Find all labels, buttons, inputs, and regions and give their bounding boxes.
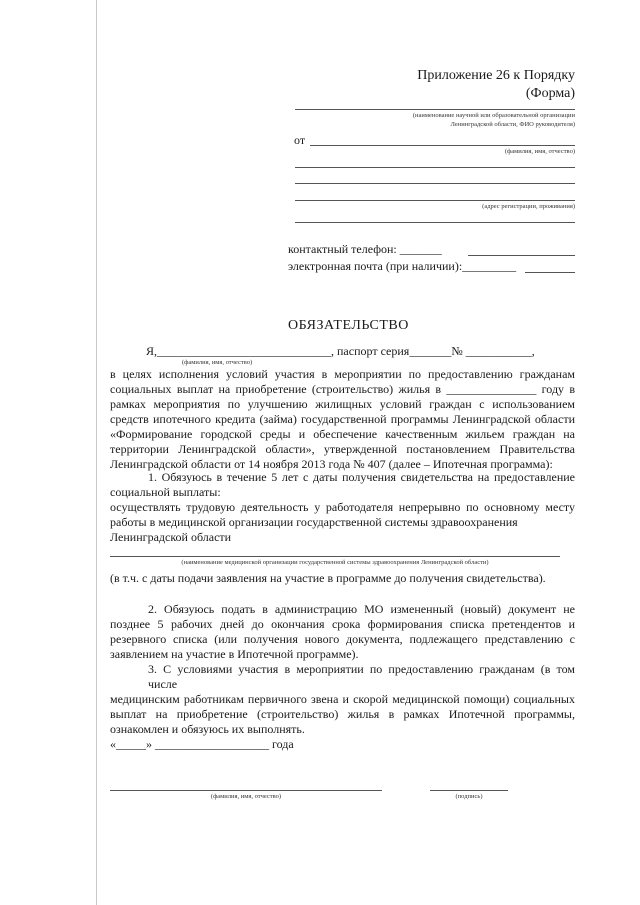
- fio-caption-header: (фамилия, имя, отчество): [504, 148, 575, 155]
- intro-line-1: в целях исполнения условий участия в мероприятии по предоставлению гражданам: [110, 367, 575, 381]
- clause-3-line-2: медицинским работникам первичного звена и скорой медицинской помощи) социальных: [110, 692, 575, 706]
- med-org-caption: (наименование медицинской организации государственной системы здравоохранения Ленинградской области): [181, 559, 489, 566]
- blank-line-2: [295, 183, 575, 184]
- clause-2-line-4: заявлением на участие в Ипотечной программе).: [110, 647, 359, 661]
- clause-3-line-4: ознакомлен и обязуюсь их выполнять.: [110, 722, 305, 736]
- signature-line: [430, 790, 508, 791]
- document-title: ОБЯЗАТЕЛЬСТВО: [288, 318, 409, 333]
- signature-caption: (подпись): [455, 793, 483, 800]
- clause-2-line-2: позднее 5 рабочих дней до окончания срока формирования списка претендентов и: [110, 617, 575, 631]
- clause-1-line-a: 1. Обязуюсь в течение 5 лет с даты получения свидетельства на предоставление: [148, 470, 575, 484]
- intro-line-6: территории Ленинградской области», утвержденной постановлением Правительства: [110, 442, 575, 456]
- address-caption: (адрес регистрации, проживания): [482, 203, 575, 210]
- org-line: [295, 109, 575, 110]
- org-caption-2: Ленинградской области, ФИО руководителя): [450, 121, 575, 128]
- intro-line-5: «Формирование городской среды и обеспечение качественным жильем граждан на: [110, 427, 575, 441]
- clause-1-line-d: работы в медицинской организации государственной системы здравоохранения: [110, 515, 518, 529]
- clause-1: [110, 470, 575, 545]
- pledge-line: Я,_____________________________, паспорт серия_______№ ___________,: [146, 344, 535, 358]
- intro-line-2: социальных выплат на приобретение (строительство) жилья в _______________ году в: [110, 382, 575, 396]
- clause-1-line-e: Ленинградской области: [110, 530, 232, 544]
- from-line: [310, 145, 575, 146]
- pledge-fio-caption: (фамилия, имя, отчество): [182, 359, 253, 366]
- intro-line-4: средств ипотечного кредита (займа) государственной программы Ленинградской области: [110, 412, 575, 426]
- intro-line-3: рамках мероприятия по улучшению жилищных условий граждан с использованием: [110, 397, 575, 411]
- clause-2-line-3: резервного списка (или получения нового документа, подлежащего представлению с: [110, 632, 575, 646]
- email-line: [525, 272, 575, 273]
- clause-3-line-1: 3. С условиями участия в мероприятии по предоставлению гражданам (в том числе: [148, 662, 575, 691]
- address-line: [295, 200, 575, 201]
- intro-paragraph: [110, 367, 575, 472]
- clause-1-line-c: осуществлять трудовую деятельность у работодателя непрерывно по основному месту: [110, 500, 575, 514]
- appendix-label: Приложение 26 к Порядку: [417, 68, 575, 83]
- intro-line-7: Ленинградской области от 14 ноября 2013 года № 407 (далее – Ипотечная программа):: [110, 457, 553, 471]
- date-line: «_____» ___________________ года: [110, 737, 294, 751]
- blank-line-3: [295, 222, 575, 223]
- fio-signature-line: [110, 790, 382, 791]
- med-org-line: [110, 556, 560, 557]
- document-page: [110, 0, 585, 905]
- email-label: электронная почта (при наличии):_________: [288, 259, 517, 273]
- form-label: (Форма): [525, 86, 575, 101]
- clause-2-line-1: 2. Обязуюсь подать в администрацию МО измененный (новый) документ не: [148, 602, 575, 616]
- footer-fio-caption: (фамилия, имя, отчество): [210, 793, 282, 800]
- clause-3-line-3: выплат на приобретение (строительство) жилья в рамках Ипотечной программы,: [110, 707, 575, 721]
- org-caption-1: (наименование научной или образовательной организации: [412, 112, 575, 119]
- phone-line: [468, 255, 575, 256]
- phone-label: контактный телефон: _______: [288, 242, 442, 256]
- clause-3: [110, 662, 575, 737]
- from-label: от: [294, 133, 306, 147]
- clause-2: [110, 602, 575, 662]
- clause-1-line-b: социальной выплаты:: [110, 485, 221, 499]
- clause-1-line-f: (в т.ч. с даты подачи заявления на участие в программе до получения свидетельства).: [110, 571, 546, 585]
- page-margin-line: [96, 0, 97, 905]
- blank-line-1: [295, 167, 575, 168]
